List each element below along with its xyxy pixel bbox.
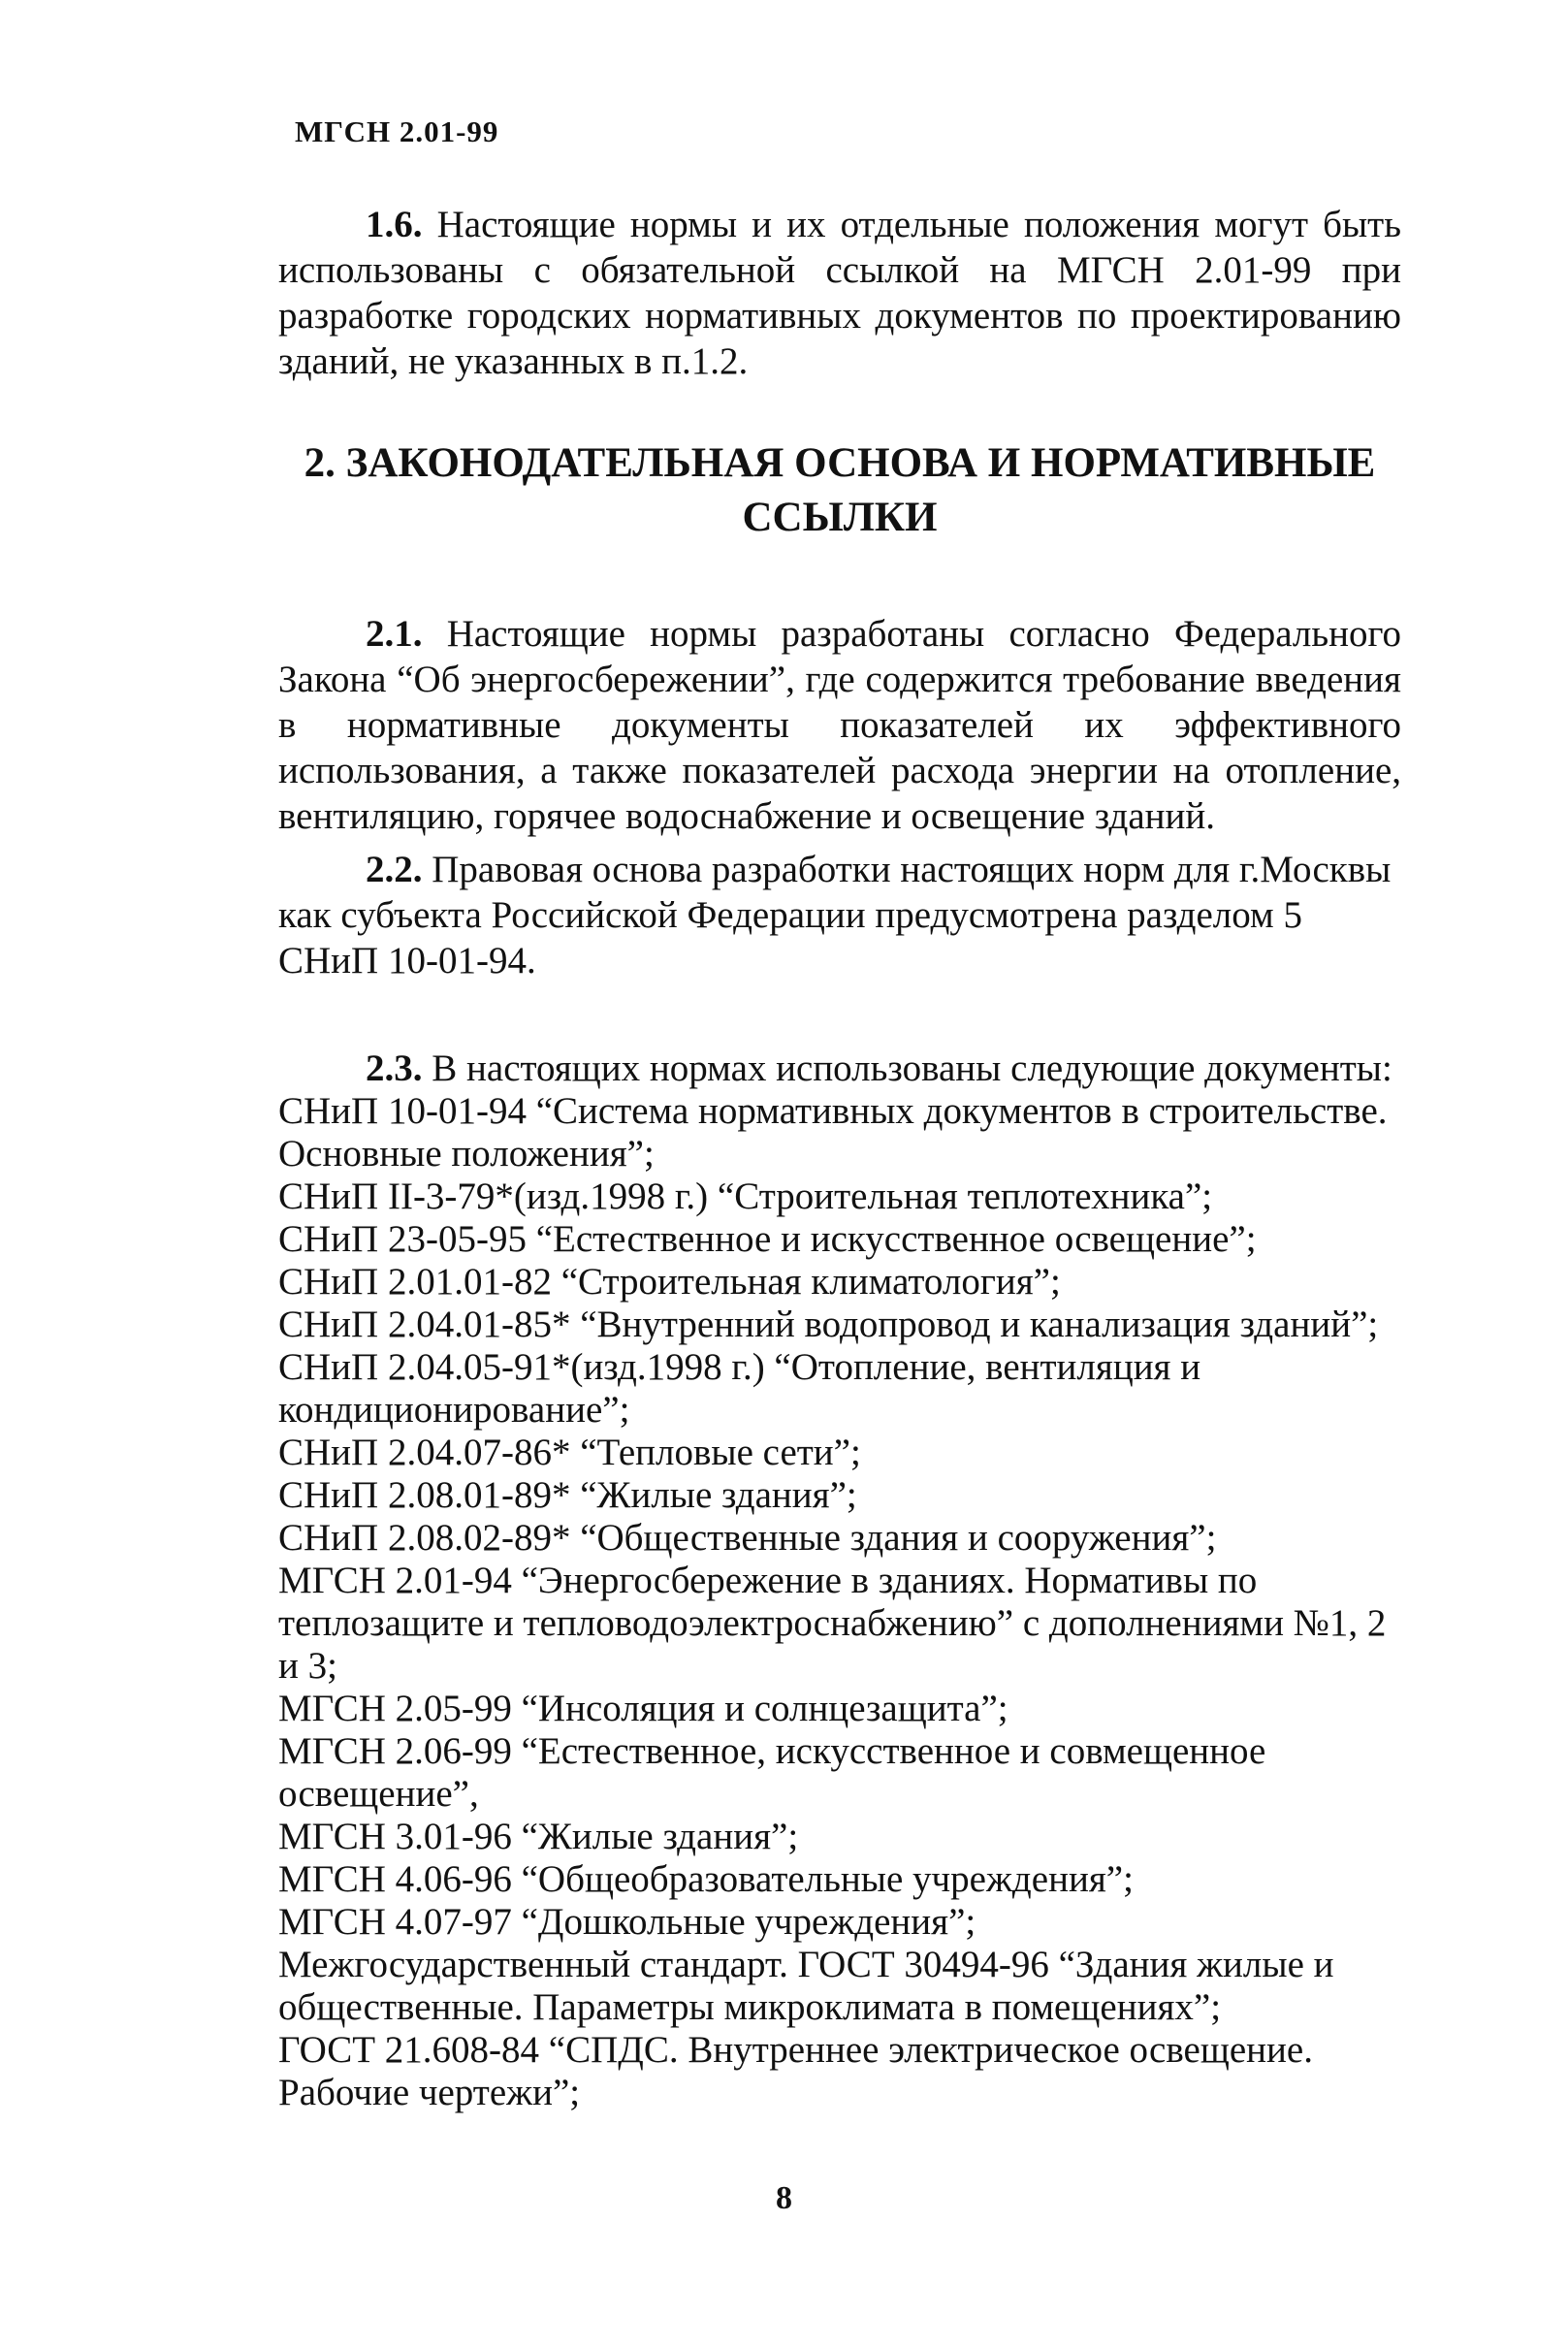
paragraph-number: 2.1. [366, 613, 423, 655]
reference-documents-list [278, 1090, 1403, 2114]
reference-document-item: СНиП 2.08.01-89* “Жилые здания”; [278, 1474, 857, 1516]
paragraph-number: 1.6. [366, 204, 423, 245]
reference-document-item: СНиП 2.04.05-91*(изд.1998 г.) “Отопление, вентиляция и кондиционирование”; [278, 1346, 1201, 1431]
paragraph-text: Настоящие нормы разработаны согласно Федерального Закона “Об энергосбережении”, где содержится требование введения в нормативные документы показателей их эффективного использования, а также показателей расхода энергии на отопление, вентиляцию, горячее водоснабжение и освещение зданий. [278, 613, 1401, 837]
reference-document-item: ГОСТ 21.608-84 “СПДС. Внутреннее электрическое освещение. Рабочие чертежи”; [278, 2029, 1313, 2113]
paragraph-number: 2.3. [366, 1047, 423, 1089]
paragraph-2-1 [278, 611, 1401, 839]
reference-document-item: МГСН 3.01-96 “Жилые здания”; [278, 1816, 799, 1857]
section-heading-line: 2. ЗАКОНОДАТЕЛЬНАЯ ОСНОВА И НОРМАТИВНЫЕ [304, 440, 1376, 486]
reference-document-item: СНиП 10-01-94 “Система нормативных документов в строительстве. Основные положения”; [278, 1090, 1388, 1175]
paragraph-text: Правовая основа разработки настоящих норм для г.Москвы как субъекта Российской Федерации предусмотрена разделом 5 СНиП 10-01-94. [278, 849, 1392, 982]
reference-document-item: СНиП 2.08.02-89* “Общественные здания и сооружения”; [278, 1517, 1217, 1559]
reference-document-item: СНиП II-3-79*(изд.1998 г.) “Строительная теплотехника”; [278, 1176, 1213, 1217]
reference-document-item: МГСН 4.06-96 “Общеобразовательные учреждения”; [278, 1858, 1134, 1900]
paragraph-1-6 [278, 202, 1401, 384]
reference-document-item: МГСН 2.06-99 “Естественное, искусственное и совмещенное освещение”, [278, 1730, 1266, 1815]
reference-document-item: СНиП 2.04.01-85* “Внутренний водопровод и канализация зданий”; [278, 1304, 1379, 1345]
page-number: 8 [776, 2180, 792, 2216]
reference-document-item: Межгосударственный стандарт. ГОСТ 30494-96 “Здания жилые и общественные. Параметры микроклимата в помещениях”; [278, 1944, 1334, 2028]
paragraph-text: Настоящие нормы и их отдельные положения могут быть использованы с обязательной ссылкой на МГСН 2.01-99 при разработке городских нормативных документов по проектированию зданий, не указанных в п.1.2. [278, 204, 1401, 382]
running-header: МГСН 2.01-99 [295, 114, 499, 148]
reference-document-item: СНиП 23-05-95 “Естественное и искусственное освещение”; [278, 1218, 1257, 1260]
reference-document-item: СНиП 2.01.01-82 “Строительная климатология”; [278, 1261, 1061, 1303]
reference-document-item: СНиП 2.04.07-86* “Тепловые сети”; [278, 1432, 861, 1473]
paragraph-2-3 [278, 1047, 1413, 1090]
paragraph-text: В настоящих нормах использованы следующие документы: [422, 1047, 1392, 1089]
paragraph-2-2 [278, 847, 1401, 983]
reference-document-item: МГСН 4.07-97 “Дошкольные учреждения”; [278, 1901, 976, 1943]
paragraph-number: 2.2. [366, 849, 423, 890]
reference-document-item: МГСН 2.05-99 “Инсоляция и солнцезащита”; [278, 1688, 1008, 1729]
section-heading-line: ССЫЛКИ [742, 495, 938, 540]
reference-document-item: МГСН 2.01-94 “Энергосбережение в зданиях. Нормативы по теплозащите и тепловодоэлектроснабжению” с дополнениями №1, 2 и 3; [278, 1560, 1387, 1687]
section-heading [278, 436, 1401, 545]
